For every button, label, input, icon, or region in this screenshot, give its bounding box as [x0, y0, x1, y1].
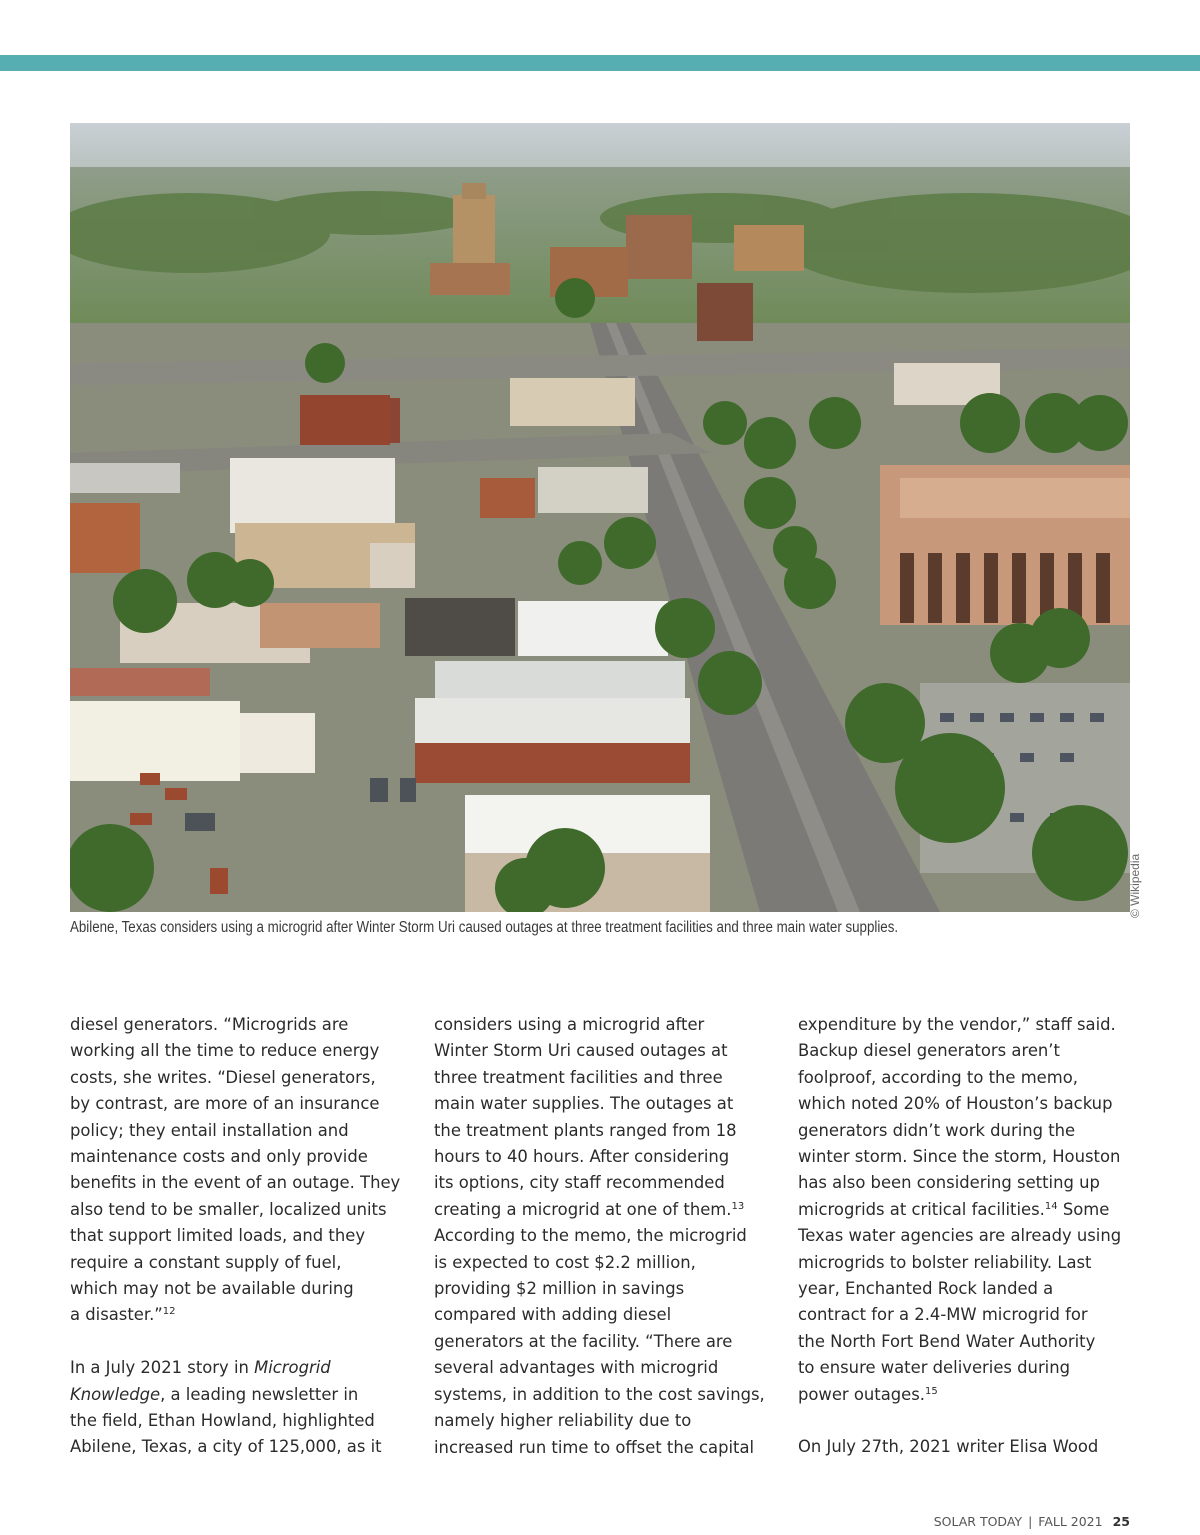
text-line — [798, 1382, 1138, 1408]
publication-name: Microgrid — [254, 1358, 331, 1378]
text-line: working all the time to reduce energy — [70, 1041, 380, 1061]
text-line: providing $2 million in savings — [434, 1279, 685, 1299]
text-line: by contrast, are more of an insurance — [70, 1094, 380, 1114]
text-line: generators at the facility. “There are — [434, 1331, 733, 1351]
text-line: Winter Storm Uri caused outages at — [434, 1041, 728, 1061]
publication-name: Knowledge — [70, 1384, 161, 1404]
text-line: compared with adding diesel — [434, 1305, 672, 1325]
text-line: main water supplies. The outages at — [434, 1094, 734, 1114]
text-line: costs, she writes. “Diesel generators, — [70, 1067, 376, 1087]
text-line: to ensure water deliveries during — [798, 1358, 1071, 1378]
text-line: several advantages with microgrid — [434, 1358, 719, 1378]
text-line: year, Enchanted Rock landed a — [798, 1279, 1054, 1299]
text-line: has also been considering setting up — [798, 1173, 1100, 1193]
text-line: Abilene, Texas, a city of 125,000, as it — [70, 1437, 382, 1457]
paragraph — [798, 1012, 1138, 1408]
text-line: diesel generators. “Microgrids are — [70, 1015, 349, 1034]
paragraph — [434, 1012, 774, 1461]
text-fragment: microgrids at critical facilities. — [798, 1199, 1045, 1219]
article-column-1 — [70, 1012, 410, 1461]
text-line: the treatment plants ranged from 18 — [434, 1120, 737, 1140]
text-line: On July 27th, 2021 writer Elisa Wood — [798, 1437, 1099, 1457]
text-line: systems, in addition to the cost savings, — [434, 1384, 765, 1404]
issue-label: FALL 2021 — [1038, 1514, 1103, 1529]
text-line: hours to 40 hours. After considering — [434, 1147, 730, 1167]
footnote-ref: 12 — [162, 1306, 176, 1318]
aerial-city-photo — [70, 123, 1130, 912]
text-line: namely higher reliability due to — [434, 1411, 692, 1431]
text-line: microgrids to bolster reliability. Last — [798, 1252, 1092, 1272]
text-line: that support limited loads, and they — [70, 1226, 366, 1246]
text-line — [70, 1355, 410, 1381]
page-number: 25 — [1112, 1514, 1130, 1529]
text-line: considers using a microgrid after — [434, 1015, 705, 1034]
paragraph — [70, 1355, 410, 1461]
text-line: require a constant supply of fuel, — [70, 1252, 342, 1272]
text-line: Texas water agencies are already using — [798, 1226, 1122, 1246]
text-line: three treatment facilities and three — [434, 1067, 723, 1087]
text-line: also tend to be smaller, localized units — [70, 1199, 387, 1219]
page-footer — [934, 1514, 1130, 1529]
text-line: contract for a 2.4-MW microgrid for — [798, 1305, 1088, 1325]
footer-separator: | — [1028, 1514, 1033, 1529]
text-line: which noted 20% of Houston’s backup — [798, 1094, 1113, 1114]
text-line: which may not be available during — [70, 1279, 354, 1299]
text-fragment: , a leading newsletter in — [160, 1384, 359, 1404]
text-line: its options, city staff recommended — [434, 1173, 725, 1193]
text-line: expenditure by the vendor,” staff said. — [798, 1015, 1116, 1034]
paragraph — [70, 1012, 410, 1329]
text-line — [434, 1197, 774, 1223]
text-line: foolproof, according to the memo, — [798, 1067, 1078, 1087]
paragraph — [798, 1434, 1138, 1460]
footnote-ref: 13 — [731, 1200, 745, 1212]
text-line: winter storm. Since the storm, Houston — [798, 1147, 1121, 1167]
text-fragment: In a July 2021 story in — [70, 1358, 255, 1378]
text-line: Backup diesel generators aren’t — [798, 1041, 1060, 1061]
text-line: generators didn’t work during the — [798, 1120, 1076, 1140]
text-line: maintenance costs and only provide — [70, 1147, 368, 1167]
text-fragment: creating a microgrid at one of them. — [434, 1199, 732, 1219]
text-line — [70, 1382, 410, 1408]
photo-credit: © Wikipedia — [1128, 853, 1142, 918]
text-fragment: power outages. — [798, 1384, 925, 1404]
text-line: increased run time to offset the capital — [434, 1437, 755, 1457]
footnote-ref: 14 — [1044, 1200, 1058, 1212]
text-line: the North Fort Bend Water Authority — [798, 1331, 1096, 1351]
text-line: policy; they entail installation and — [70, 1120, 349, 1140]
text-fragment: Some — [1057, 1199, 1110, 1219]
text-line: benefits in the event of an outage. They — [70, 1173, 401, 1193]
accent-bar — [0, 55, 1200, 71]
article-column-2 — [434, 1012, 774, 1461]
photo-caption: Abilene, Texas considers using a microgrid after Winter Storm Uri caused outages at three treatment facilities and three main water supplies. — [70, 919, 899, 936]
text-line: is expected to cost $2.2 million, — [434, 1252, 696, 1272]
text-line — [70, 1302, 410, 1328]
text-line: the field, Ethan Howland, highlighted — [70, 1411, 375, 1431]
article-column-3 — [798, 1012, 1138, 1461]
text-line — [798, 1197, 1138, 1223]
publication-title: SOLAR TODAY — [933, 1514, 1023, 1529]
text-fragment: a disaster.” — [70, 1305, 163, 1325]
footnote-ref: 15 — [925, 1385, 938, 1397]
text-line: According to the memo, the microgrid — [434, 1226, 747, 1246]
